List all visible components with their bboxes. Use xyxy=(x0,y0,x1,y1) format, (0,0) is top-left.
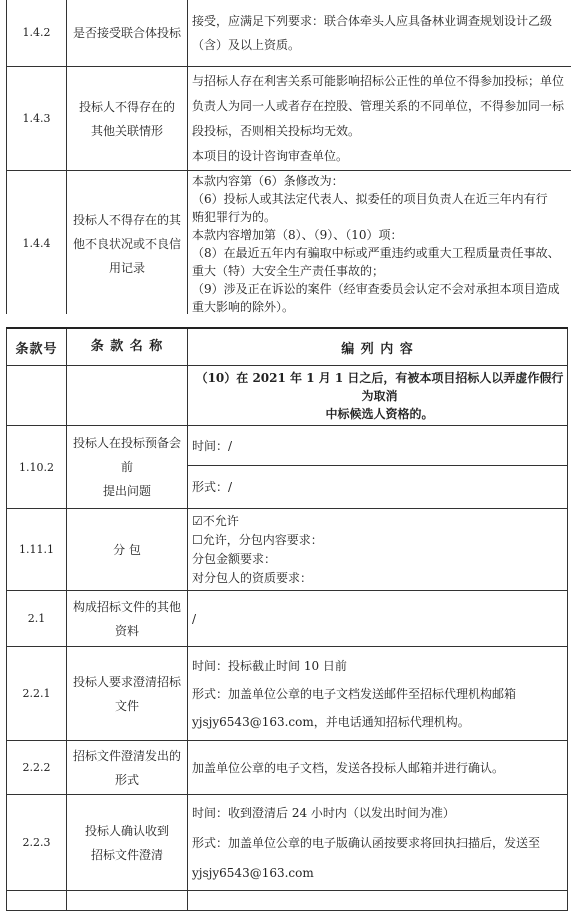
clause-number: 2.2.3 xyxy=(7,795,67,891)
clause-number: 1.4.2 xyxy=(7,0,67,67)
clause-content: 时间：投标截止时间 10 日前 形式：加盖单位公章的电子文档发送邮件至招标代理机构邮箱 yjsjy6543@163.com，并电话通知招标代理机构。 xyxy=(188,647,568,741)
table-row xyxy=(7,509,568,591)
clause-number: 2.1 xyxy=(7,591,67,647)
clause-name: 投标人不得存在的 其他关联情形 xyxy=(67,67,188,171)
clause-content: ☑不允许 ☐允许，分包内容要求： 分包金额要求： 对分包人的资质要求： xyxy=(188,509,568,591)
clause-name: 投标人确认收到 招标文件澄清 xyxy=(67,795,188,891)
table-row xyxy=(7,891,568,911)
table-row xyxy=(7,0,571,67)
clause-name: 投标人在投标预备会 前 提出问题 xyxy=(67,426,188,509)
table-row xyxy=(7,67,571,171)
table-row xyxy=(7,795,568,891)
clause-name: 是否接受联合体投标 xyxy=(67,0,188,67)
clause-name: 投标人要求澄清招标 文件 xyxy=(67,647,188,741)
clause-content: 时间：收到澄清后 24 小时内（以发出时间为准） 形式：加盖单位公章的电子版确认函按要求将回执扫描后，发送至 yjsjy6543@163.com xyxy=(188,795,568,891)
top-clause-table xyxy=(6,0,571,317)
table-row xyxy=(7,741,568,795)
table-row xyxy=(7,591,568,647)
clause-content: 加盖单位公章的电子文档，发送各投标人邮箱并进行确认。 xyxy=(188,741,568,795)
clause-number: 1.4.4 xyxy=(7,171,67,317)
page-break xyxy=(0,314,571,328)
table-header-row xyxy=(7,328,568,366)
clause-name: 投标人不得存在的其 他不良状况或不良信 用记录 xyxy=(67,171,188,317)
clause-number: 1.11.1 xyxy=(7,509,67,591)
bottom-clause-table xyxy=(6,327,568,911)
table-row xyxy=(7,366,568,426)
clause-content: 本款内容第（6）条修改为： （6）投标人或其法定代表人、拟委任的项目负责人在近三年内有行 贿犯罪行为的。 本款内容增加第（8）、（9）、（10）项： （8）在最近五年内有骗取中标或严重违约或重大工程质量责任事故、 重大（特）大安全生产责任事故的； （9）涉及正在诉讼的案件（经审查委员会认定不会对承担本项目造成 重大影响的除外）。 xyxy=(188,171,571,317)
clause-name: 招标文件澄清发出的 形式 xyxy=(67,741,188,795)
clause-number: 2.2.2 xyxy=(7,741,67,795)
clause-number: 1.4.3 xyxy=(7,67,67,171)
clause-number: 1.10.2 xyxy=(7,426,67,509)
clause-content: 接受，应满足下列要求：联合体牵头人应具备林业调查规划设计乙级 （含）及以上资质。 xyxy=(188,0,571,67)
header-content: 编 列 内 容 xyxy=(188,328,568,366)
clause-content-time: 时间：/ xyxy=(188,426,568,466)
clause-name: 构成招标文件的其他 资料 xyxy=(67,591,188,647)
table-row xyxy=(7,426,568,466)
clause-content: 与招标人存在利害关系可能影响招标公正性的单位不得参加投标；单位 负责人为同一人或者存在控股、管理关系的不同单位，不得参加同一标 段投标，否则相关投标均无效。 本项目的设计咨询审查单位。 xyxy=(188,67,571,171)
clause-name: 分 包 xyxy=(67,509,188,591)
clause-content: / xyxy=(188,591,568,647)
table-row xyxy=(7,647,568,741)
table-row xyxy=(7,171,571,317)
clause-content-form: 形式：/ xyxy=(188,466,568,509)
clause-content-continuation: （10）在 2021 年 1 月 1 日之后，有被本项目招标人以弄虚作假行为取消 中标候选人资格的。 xyxy=(188,366,568,426)
clause-number: 2.2.1 xyxy=(7,647,67,741)
header-clause-number: 条款号 xyxy=(7,328,67,366)
header-clause-name: 条 款 名 称 xyxy=(67,328,188,366)
